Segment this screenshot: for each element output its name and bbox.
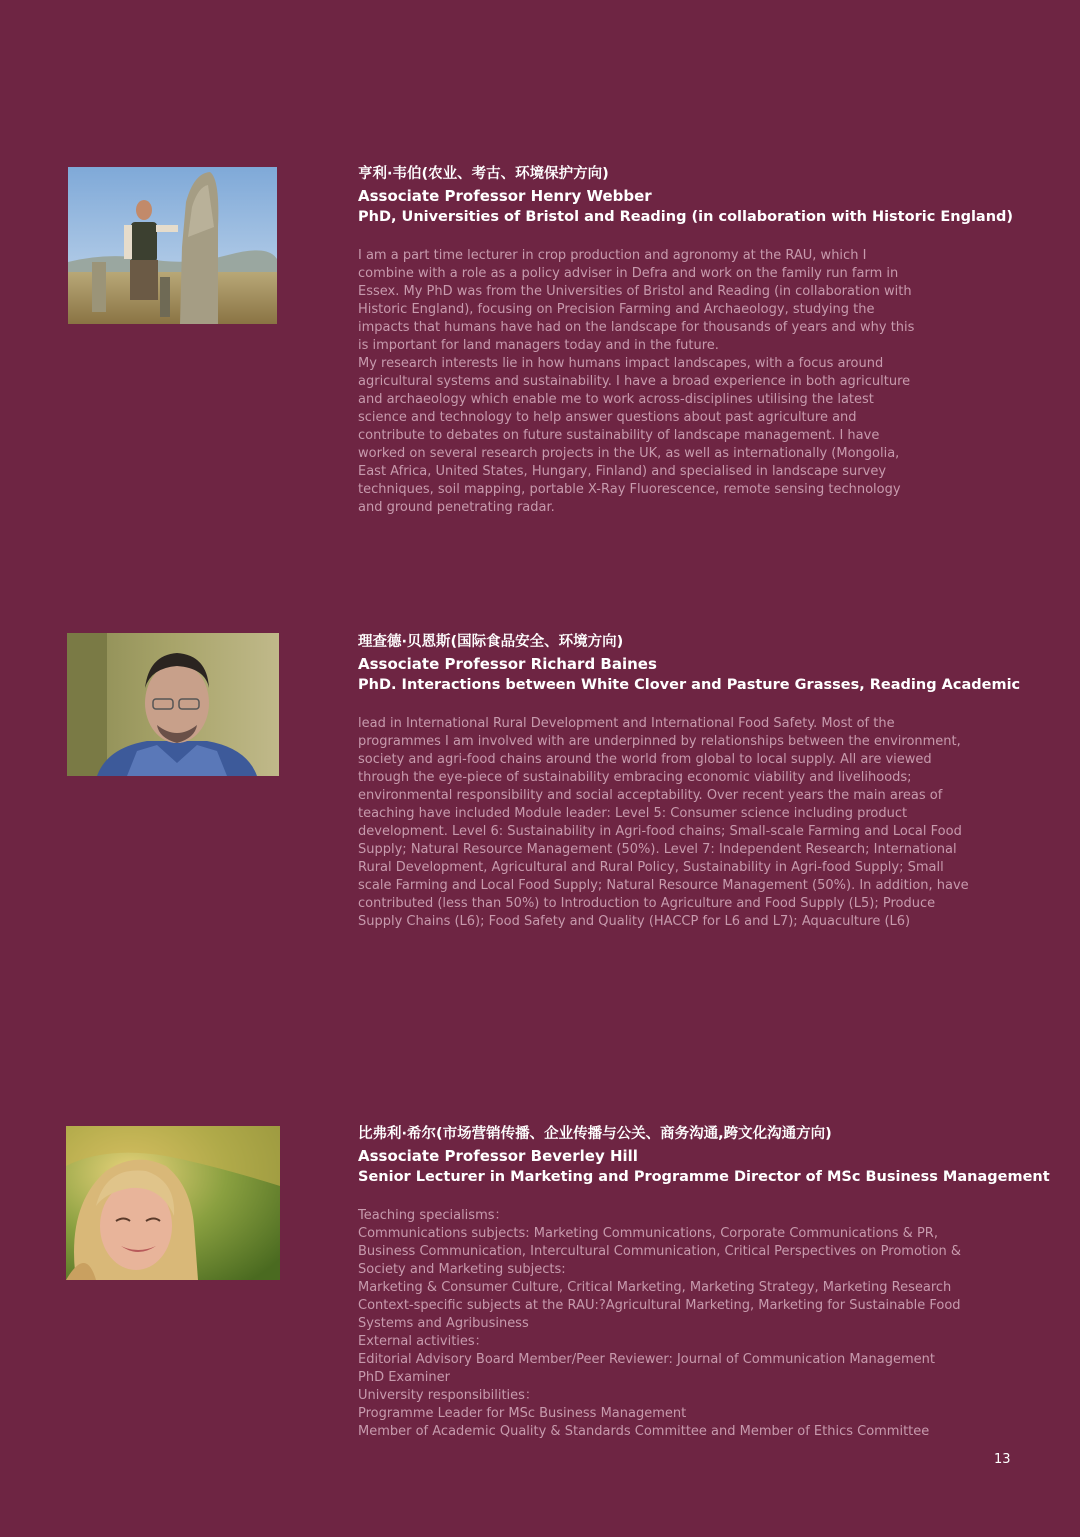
chinese-name: 理查德·贝恩斯(国际食品安全、环境方向) — [358, 634, 624, 650]
biography — [358, 1207, 973, 1441]
bio-line: Member of Academic Quality & Standards Committee and Member of Ethics Committee — [358, 1423, 930, 1439]
chinese-name: 比弗利·希尔(市场营销传播、企业传播与公关、商务沟通,跨文化沟通方向) — [358, 1126, 832, 1142]
bio-line: Marketing & Consumer Culture, Critical Marketing, Marketing Strategy, Marketing Research — [358, 1279, 952, 1295]
bio-line: Context-specific subjects at the RAU:?Agricultural Marketing, Marketing for Sustainable Food Systems and Agribusiness — [358, 1297, 961, 1331]
landscape-portrait-image — [68, 167, 277, 324]
bio-paragraph: I am a part time lecturer in crop production and agronomy at the RAU, which I combine with a role as a policy adviser in Defra and work on the family run farm in Essex. My PhD was from the Universities of Bristol and Reading (in collaboration with Historic England), focusing on Precision Farming and Archaeology, studying the impacts that humans have had on the landscape for thousands of years and why this is important for land managers today and in the future. — [358, 247, 915, 353]
bio-line: Communications subjects: Marketing Communications, Corporate Communications & PR, Business Communication, Intercultural Communication, Critical Perspectives on Promotion & Society and Marketing subjects: — [358, 1225, 962, 1277]
biography — [358, 715, 973, 931]
bio-line: PhD Examiner — [358, 1369, 450, 1385]
profile-text-beverley-hill — [358, 1124, 1050, 1441]
bio-line: Programme Leader for MSc Business Management — [358, 1405, 687, 1421]
bio-line: Editorial Advisory Board Member/Peer Reviewer: Journal of Communication Management — [358, 1351, 935, 1367]
bio-line: Teaching specialisms： — [358, 1207, 508, 1223]
bio-paragraph: My research interests lie in how humans impact landscapes, with a focus around agricultural systems and sustainability. I have a broad experience in both agriculture and archaeology which enable me to work across-disciplines utilising the latest science and technology to help answer questions about past agriculture and contribute to debates on future sustainability of landscape management. I have worked on several research projects in the UK, as well as internationally (Mongolia, East Africa, United States, Hungary, Finland) and specialised in landscape survey techniques, soil mapping, portable X-Ray Fluorescence, remote sensing technology and ground penetrating radar. — [358, 355, 911, 515]
profile-text-henry-webber — [358, 164, 1014, 517]
qualification: Senior Lecturer in Marketing and Programme Director of MSc Business Management — [358, 1169, 1050, 1185]
profile-text-richard-baines — [358, 632, 1021, 931]
page-number: 13 — [994, 1452, 1011, 1467]
photo-beverley-hill — [66, 1126, 280, 1280]
qualification: PhD. Interactions between White Clover and Pasture Grasses, Reading Academic — [358, 677, 1021, 693]
photo-henry-webber — [68, 167, 277, 324]
professor-title: Associate Professor Richard Baines — [358, 654, 657, 673]
professor-title: Associate Professor Beverley Hill — [358, 1146, 638, 1165]
chinese-name: 亨利·韦伯(农业、考古、环境保护方向) — [358, 166, 609, 182]
bio-line: External activities： — [358, 1333, 488, 1349]
bio-line: University responsibilities： — [358, 1387, 538, 1403]
portrait-image — [66, 1126, 280, 1280]
photo-richard-baines — [67, 633, 279, 776]
portrait-image — [67, 633, 279, 776]
biography — [358, 247, 918, 517]
professor-title: Associate Professor Henry Webber — [358, 186, 652, 205]
qualification: PhD, Universities of Bristol and Reading (in collaboration with Historic England) — [358, 209, 1014, 225]
bio-paragraph: lead in International Rural Development and International Food Safety. Most of the programmes I am involved with are underpinned by relationships between the environment, society and agri-food chains around the world from global to local supply. All are viewed through the eye-piece of sustainability embracing economic viability and livelihoods; environmental responsibility and social acceptability. Over recent years the main areas of teaching have included Module leader: Level 5: Consumer science including product development. Level 6: Sustainability in Agri-food chains; Small-scale Farming and Local Food Supply; Natural Resource Management (50%). Level 7: Independent Research; International Rural Development, Agricultural and Rural Policy, Sustainability in Agri-food Supply; Small scale Farming and Local Food Supply; Natural Resource Management (50%). In addition, have contributed (less than 50%) to Introduction to Agriculture and Food Supply (L5); Produce Supply Chains (L6); Food Safety and Quality (HACCP for L6 and L7); Aquaculture (L6) — [358, 715, 969, 929]
